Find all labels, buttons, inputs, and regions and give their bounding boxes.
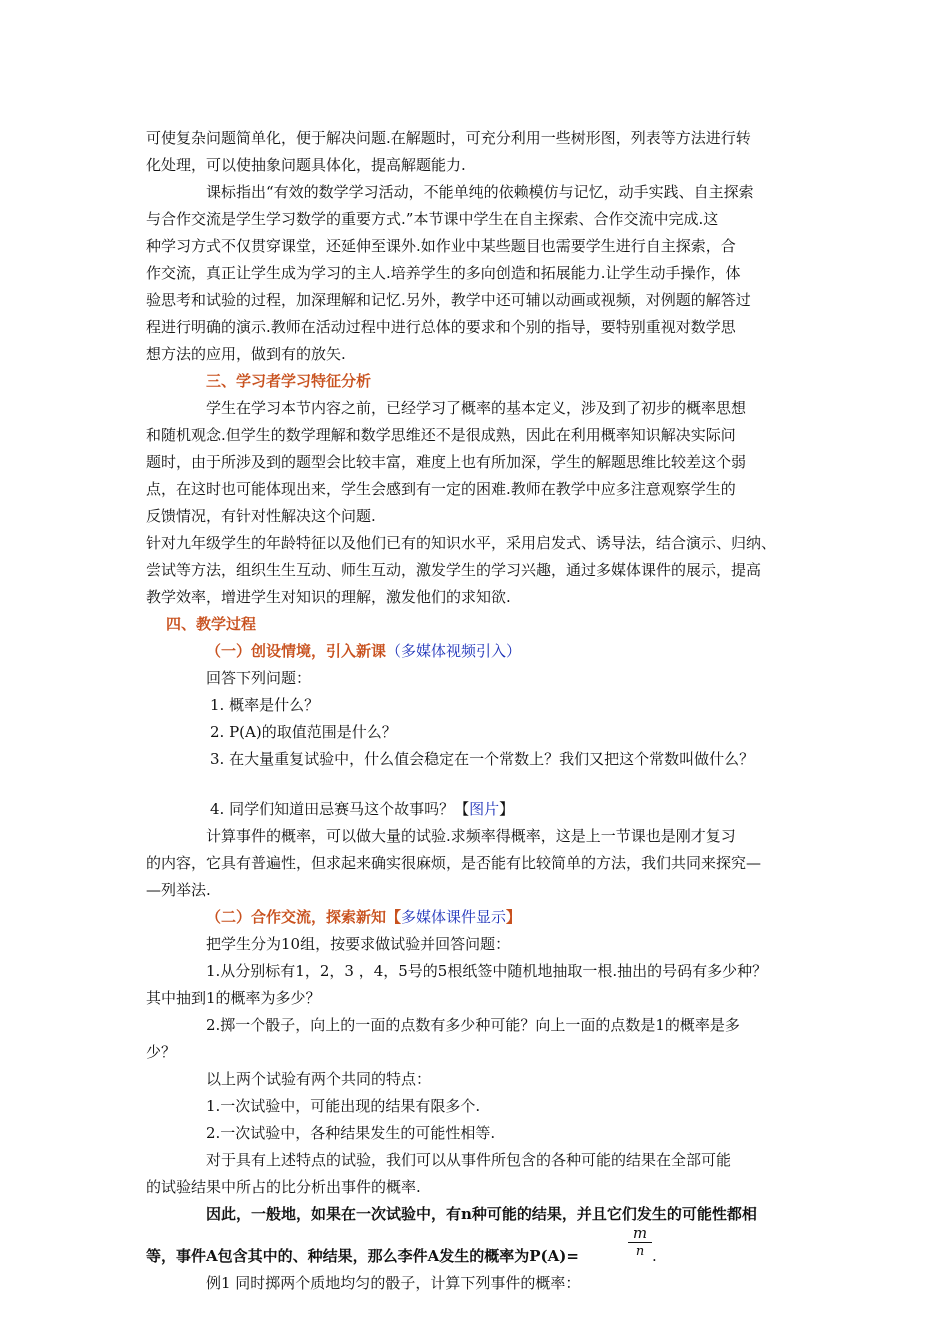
paragraph-line: 可使复杂问题简单化，便于解决问题.在解题时，可充分利用一些树形图，列表等方法进行转 [146,129,751,147]
paragraph-line: 2.一次试验中，各种结果发生的可能性相等. [206,1124,496,1142]
definition-line: 因此，一般地，如果在一次试验中，有n种可能的结果，并且它们发生的可能性都相 [206,1205,757,1223]
paragraph-line: 想方法的应用，做到有的放矢. [146,345,346,363]
paragraph-line: 计算事件的概率，可以做大量的试验.求频率得概率，这是上一节课也是刚才复习 [206,827,736,845]
subsection-heading-2: （二）合作交流，探索新知【多媒体课件显示】 [206,908,522,926]
paragraph-line: 少？ [146,1043,177,1061]
paragraph-line: 对于具有上述特点的试验，我们可以从事件所包含的各种可能的结果在全部可能 [206,1151,732,1169]
paragraph-line: 化处理，可以使抽象问题具体化，提高解题能力. [146,156,466,174]
paragraph-line: 针对九年级学生的年龄特征以及他们已有的知识水平，采用启发式、诱导法，结合演示、归纳、 [146,534,777,552]
paragraph-line: 和随机观念.但学生的数学理解和数学思维还不是很成熟，因此在利用概率知识解决实际问 [146,426,736,444]
paragraph-line: 其中抽到1的概率为多少？ [146,989,321,1007]
paragraph-line: 的试验结果中所占的比分析出事件的概率. [146,1178,421,1196]
paragraph-line: 点，在这时也可能体现出来，学生会感到有一定的困难.教师在教学中应多注意观察学生的 [146,480,736,498]
example-line: 例1 同时掷两个质地均匀的骰子，计算下列事件的概率： [206,1274,581,1292]
paragraph-line: —列举法. [146,881,211,899]
paragraph-line: 1.从分别标有1，2，3 ，4，5号的5根纸签中随机地抽取一根.抽出的号码有多少种？ [206,962,768,980]
section-heading-3: 三、学习者学习特征分析 [206,372,372,390]
paragraph-line: 反馈情况，有针对性解决这个问题. [146,507,376,525]
paragraph-line: 验思考和试验的过程，加深理解和记忆.另外，教学中还可辅以动画或视频，对例题的解答过 [146,291,751,309]
period-mark: . [652,1247,657,1265]
section-heading-4: 四、教学过程 [166,615,257,633]
subsection-title: （一）创设情境，引入新课 [206,642,387,660]
multimedia-note: （多媒体视频引入） [386,642,522,660]
probability-fraction [628,1224,652,1261]
multimedia-note: 多媒体课件显示 [401,908,507,926]
subsection-title: （二）合作交流，探索新知【 [206,908,402,926]
subsection-heading-1 [206,641,521,661]
paragraph-line: 把学生分为10组，按要求做试验并回答问题： [206,935,511,953]
paragraph-line: 作交流，真正让学生成为学习的主人.培养学生的多向创造和拓展能力.让学生动手操作，体 [146,264,741,282]
paragraph-line: 种学习方式不仅贯穿课堂，还延伸至课外.如作业中某些题目也需要学生进行自主探索，合 [146,237,736,255]
paragraph-line: 尝试等方法，组织生生互动、师生互动，激发学生的学习兴趣，通过多媒体课件的展示，提高 [146,561,762,579]
paragraph-line: 1.一次试验中，可能出现的结果有限多个. [206,1097,481,1115]
paragraph-line: 以上两个试验有两个共同的特点： [206,1070,432,1088]
paragraph-line: 程进行明确的演示.教师在活动过程中进行总体的要求和个别的指导，要特别重视对数学思 [146,318,736,336]
paragraph-line: 与合作交流是学生学习数学的重要方式.”本节课中学生在自主探索、合作交流中完成.这 [146,210,719,228]
definition-line: 等，事件A包含其中的、种结果，那么李件A发生的概率为P(A)= [146,1247,579,1265]
list-item: 4. 同学们知道田忌赛马这个故事吗？【图片】 [210,800,515,818]
picture-link[interactable]: 图片 [469,800,500,818]
paragraph-line: 回答下列问题： [206,669,312,687]
paragraph-line: 教学效率，增进学生对知识的理解，激发他们的求知欲. [146,588,511,606]
fraction-denominator: n [635,1244,645,1259]
paragraph-line: 2.掷一个骰子，向上的一面的点数有多少种可能？向上一面的点数是1的概率是多 [206,1016,740,1034]
paragraph-line: 的内容，它具有普遍性，但求起来确实很麻烦，是否能有比较简单的方法，我们共同来探究— [146,854,762,872]
paragraph-line: 学生在学习本节内容之前，已经学习了概率的基本定义，涉及到了初步的概率思想 [206,399,747,417]
list-item: 1. 概率是什么？ [210,696,320,714]
paragraph-line: 题时，由于所涉及到的题型会比较丰富，难度上也有所加深，学生的解题思维比较差这个弱 [146,453,747,471]
list-item: 2. P(A)的取值范围是什么？ [210,723,397,741]
fraction-numerator: m [628,1224,652,1243]
paragraph-line: 课标指出“有效的数学学习活动，不能单纯的依赖模仿与记忆，动手实践、自主探索 [206,183,754,201]
list-item: 3. 在大量重复试验中，什么值会稳定在一个常数上？我们又把这个常数叫做什么？ [210,750,755,768]
